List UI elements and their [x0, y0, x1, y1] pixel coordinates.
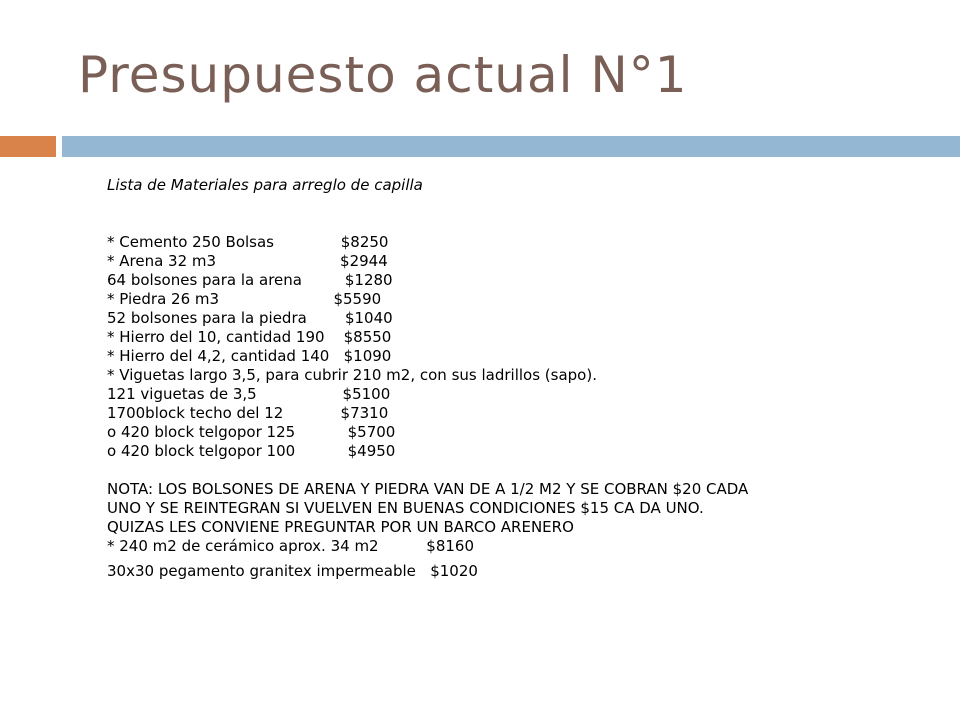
nota-line: UNO Y SE REINTEGRAN SI VUELVEN EN BUENAS CONDICIONES $15 CA DA UNO.: [107, 499, 704, 517]
list-item: * Arena 32 m3 $2944: [107, 252, 388, 270]
list-item: * Hierro del 4,2, cantidad 140 $1090: [107, 347, 392, 365]
spacer: [107, 195, 927, 233]
accent-bar-blue: [62, 136, 960, 157]
nota-line: QUIZAS LES CONVIENE PREGUNTAR POR UN BARCO ARENERO: [107, 518, 574, 536]
slide-content: [107, 176, 927, 581]
spacer: [107, 461, 927, 480]
list-item: 64 bolsones para la arena $1280: [107, 271, 393, 289]
list-item: * Viguetas largo 3,5, para cubrir 210 m2, con sus ladrillos (sapo).: [107, 366, 597, 384]
list-item: * Cemento 250 Bolsas $8250: [107, 233, 389, 251]
accent-bar-orange: [0, 136, 56, 157]
list-item: o 420 block telgopor 125 $5700: [107, 423, 396, 441]
list-item: * Piedra 26 m3 $5590: [107, 290, 382, 308]
list-item: 1700block techo del 12 $7310: [107, 404, 389, 422]
slide-title: Presupuesto actual N°1: [78, 46, 688, 104]
list-item: 30x30 pegamento granitex impermeable $1020: [107, 562, 478, 580]
list-item: * Hierro del 10, cantidad 190 $8550: [107, 328, 392, 346]
list-item: * 240 m2 de cerámico aprox. 34 m2 $8160: [107, 537, 475, 555]
list-item: 52 bolsones para la piedra $1040: [107, 309, 393, 327]
materials-list-subtitle: Lista de Materiales para arreglo de capilla: [107, 176, 423, 194]
list-item: 121 viguetas de 3,5 $5100: [107, 385, 391, 403]
nota-line: NOTA: LOS BOLSONES DE ARENA Y PIEDRA VAN DE A 1/2 M2 Y SE COBRAN $20 CADA: [107, 480, 749, 498]
list-item: o 420 block telgopor 100 $4950: [107, 442, 396, 460]
